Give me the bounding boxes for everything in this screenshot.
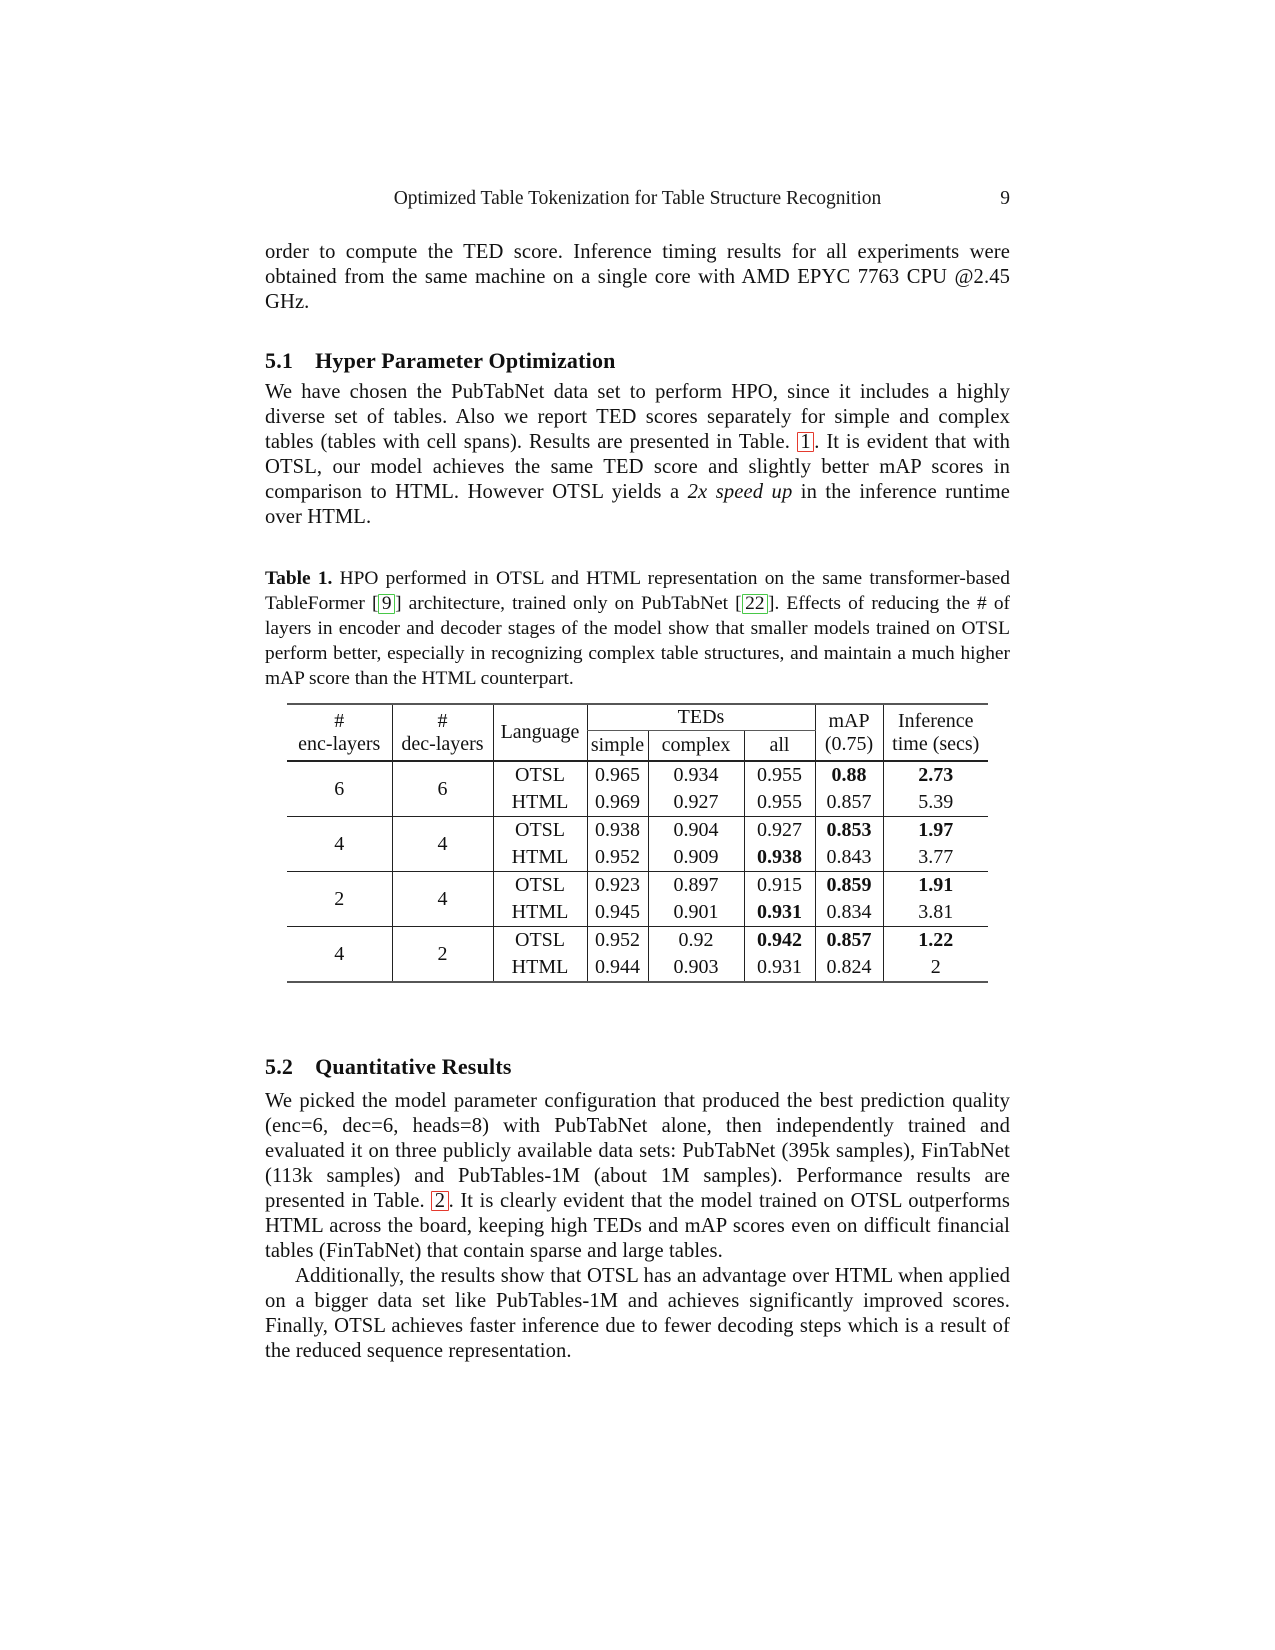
cell-enc-layers: 2 <box>334 887 345 910</box>
cell-language: OTSL <box>493 817 587 845</box>
text-run: ]. Effects of reducing the # of layers in encoder and decoder stages of the model show that smaller models trained on OTSL perform better, especially in recognizing complex table structures, and maintain a much higher mAP score than the HTML counterpart. <box>265 593 1010 689</box>
cell-all: 0.942 <box>744 927 815 955</box>
header-teds: TEDs <box>587 704 815 731</box>
table-row <box>287 817 988 845</box>
paragraph-5-1 <box>265 380 1010 530</box>
cell-enc-layers: 4 <box>334 942 345 965</box>
header-enc-layers <box>287 704 392 761</box>
header-line: dec-layers <box>401 732 484 755</box>
caption-label: Table 1. <box>265 568 333 589</box>
cell-language: OTSL <box>493 872 587 900</box>
table-ref-link[interactable]: 1 <box>797 432 814 452</box>
table-row <box>287 872 988 900</box>
cell-time: 1.91 <box>883 872 988 900</box>
cell-all: 0.938 <box>744 844 815 872</box>
header-line: enc-layers <box>298 732 381 755</box>
running-head-title: Optimized Table Tokenization for Table Structure Recognition <box>393 188 882 209</box>
cell-complex: 0.934 <box>648 761 744 789</box>
header-inference-time <box>883 704 988 761</box>
cell-language: HTML <box>493 789 587 817</box>
table-group <box>287 817 988 872</box>
cell-time: 3.77 <box>883 844 988 872</box>
paragraph-intro <box>265 240 1010 315</box>
cell-all: 0.931 <box>744 899 815 927</box>
table1-wrapper <box>287 703 988 983</box>
cell-map: 0.88 <box>815 761 883 789</box>
table-ref-link[interactable]: 2 <box>431 1191 448 1211</box>
cell-language: OTSL <box>493 761 587 789</box>
table-group <box>287 927 988 983</box>
paragraph-5-2-b <box>265 1264 1010 1364</box>
cell-complex: 0.927 <box>648 789 744 817</box>
cell-time: 2.73 <box>883 761 988 789</box>
text-run: We have chosen the PubTabNet data set to perform HPO, since it includes a highly diverse set of tables. Also we report TED scores separately for simple and complex tables (tables with cell spans). Results are presented in Table. <box>265 381 1010 453</box>
text-run: ] architecture, trained only on PubTabNet [ <box>395 593 742 614</box>
section-heading-5-1 <box>265 348 1010 374</box>
section-5-2-body <box>265 1089 1010 1364</box>
cell-time: 3.81 <box>883 899 988 927</box>
cell-all: 0.931 <box>744 954 815 982</box>
section-number: 5.2 <box>265 1054 294 1079</box>
cell-all: 0.955 <box>744 761 815 789</box>
cell-simple: 0.923 <box>587 872 648 900</box>
table-header <box>287 704 988 761</box>
text-run: in the inference runtime over HTML. <box>265 481 1010 528</box>
cell-map: 0.834 <box>815 899 883 927</box>
cell-complex: 0.909 <box>648 844 744 872</box>
header-line: Inference <box>898 709 974 732</box>
text-run: HPO performed in OTSL and HTML representation on the same transformer-based TableFormer [ <box>265 568 1010 614</box>
text-run: We picked the model parameter configuration that produced the best prediction quality (enc=6, dec=6, heads=8) with PubTabNet alone, then independently trained and evaluated it on three publicly available data sets: PubTabNet (395k samples), FinTabNet (113k samples) and PubTables-1M (about 1M samples). Performance results are presented in Table. <box>265 1090 1010 1212</box>
section-heading-5-2 <box>265 1054 1010 1080</box>
table-group <box>287 761 988 817</box>
table1-caption <box>265 566 1010 691</box>
running-head <box>265 188 1010 210</box>
text-run: . It is evident that with OTSL, our model achieves the same TED score and slightly better mAP scores in comparison to HTML. However OTSL yields a <box>265 431 1010 503</box>
cell-dec-layers: 6 <box>392 761 493 817</box>
cell-map: 0.857 <box>815 789 883 817</box>
page-number: 9 <box>1000 188 1010 209</box>
emphasized-text: 2x speed up <box>687 481 793 503</box>
cell-all: 0.955 <box>744 789 815 817</box>
cell-complex: 0.904 <box>648 817 744 845</box>
text-run: Additionally, the results show that OTSL has an advantage over HTML when applied on a bigger data set like PubTables-1M and achieves significantly improved scores. Finally, OTSL achieves faster inference due to fewer decoding steps which is a result of the reduced sequence representation. <box>265 1265 1010 1362</box>
cell-dec-layers: 4 <box>392 817 493 872</box>
header-teds-simple: simple <box>587 731 648 762</box>
cell-language: OTSL <box>493 927 587 955</box>
header-teds-all: all <box>744 731 815 762</box>
cell-all: 0.927 <box>744 817 815 845</box>
header-line: mAP <box>828 709 870 732</box>
cell-complex: 0.901 <box>648 899 744 927</box>
section-title: Hyper Parameter Optimization <box>315 348 616 373</box>
table-group <box>287 872 988 927</box>
cell-language: HTML <box>493 954 587 982</box>
cell-map: 0.843 <box>815 844 883 872</box>
header-language: Language <box>493 704 587 761</box>
header-map <box>815 704 883 761</box>
cell-dec-layers: 2 <box>392 927 493 983</box>
cell-simple: 0.969 <box>587 789 648 817</box>
cell-time: 1.22 <box>883 927 988 955</box>
cell-complex: 0.903 <box>648 954 744 982</box>
cell-map: 0.853 <box>815 817 883 845</box>
citation-link[interactable]: 9 <box>378 594 395 614</box>
cell-complex: 0.897 <box>648 872 744 900</box>
cell-enc-layers: 4 <box>334 832 345 855</box>
paragraph-5-2-a <box>265 1089 1010 1264</box>
cell-map: 0.824 <box>815 954 883 982</box>
section-number: 5.1 <box>265 348 294 373</box>
header-line: # <box>334 709 345 732</box>
cell-time: 1.97 <box>883 817 988 845</box>
header-line: time (secs) <box>892 732 980 755</box>
results-table <box>287 703 988 983</box>
cell-enc-layers: 6 <box>334 777 345 800</box>
cell-time: 2 <box>883 954 988 982</box>
cell-map: 0.857 <box>815 927 883 955</box>
header-dec-layers <box>392 704 493 761</box>
cell-simple: 0.952 <box>587 927 648 955</box>
table-header-row <box>287 704 988 731</box>
cell-simple: 0.945 <box>587 899 648 927</box>
cell-simple: 0.965 <box>587 761 648 789</box>
cell-all: 0.915 <box>744 872 815 900</box>
section-title: Quantitative Results <box>315 1054 512 1079</box>
table-row <box>287 927 988 955</box>
header-line: (0.75) <box>824 732 874 755</box>
text-run: . It is clearly evident that the model trained on OTSL outperforms HTML across the board, keeping high TEDs and mAP scores even on difficult financial tables (FinTabNet) that contain sparse and large tables. <box>265 1190 1010 1262</box>
cell-simple: 0.938 <box>587 817 648 845</box>
header-line: # <box>437 709 448 732</box>
cell-simple: 0.952 <box>587 844 648 872</box>
cell-complex: 0.92 <box>648 927 744 955</box>
cell-language: HTML <box>493 844 587 872</box>
cell-time: 5.39 <box>883 789 988 817</box>
table-row <box>287 761 988 789</box>
cell-language: HTML <box>493 899 587 927</box>
text-run: order to compute the TED score. Inference timing results for all experiments were obtained from the same machine on a single core with AMD EPYC 7763 CPU @2.45 GHz. <box>265 241 1010 313</box>
cell-dec-layers: 4 <box>392 872 493 927</box>
citation-link[interactable]: 22 <box>742 594 768 614</box>
cell-simple: 0.944 <box>587 954 648 982</box>
cell-map: 0.859 <box>815 872 883 900</box>
header-teds-complex: complex <box>648 731 744 762</box>
